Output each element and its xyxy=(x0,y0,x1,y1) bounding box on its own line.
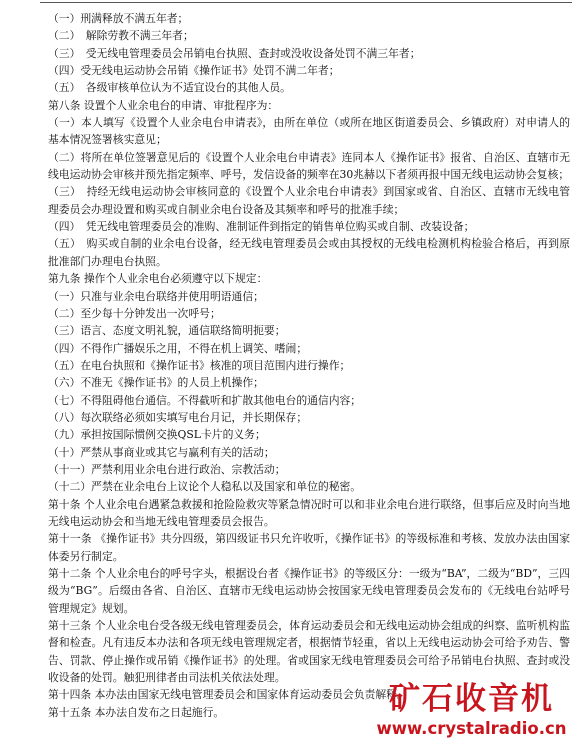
header-rule xyxy=(40,2,572,3)
clause-line: （三） 受无线电管理委员会吊销电台执照、查封或没收设备处罚不满三年者； xyxy=(48,46,421,60)
clause-line: （六）不准无《操作证书》的人员上机操作； xyxy=(48,376,264,390)
clause-line: （四）受无线电运动协会吊销《操作证书》处罚不满二年者； xyxy=(48,64,340,78)
article-heading: 第八条 设置个人业余电台的申请、审批程序为： xyxy=(48,98,279,112)
watermark-title: 矿石收音机 xyxy=(389,681,554,717)
article-paragraph: 第十一条 《操作证书》共分四级，第四级证书只允许收听，《操作证书》的等级标准和考核、发放办法由国家体委另行制定。 xyxy=(48,532,570,563)
clause-line: （二）至少每十分钟发出一次呼号； xyxy=(48,306,221,320)
clause-line: （八）每次联络必须如实填写电台月记，并长期保存； xyxy=(48,410,308,424)
article-paragraph: 第十四条 本办法由国家无线电管理委员会和国家体育运动委员会负责解释。 xyxy=(48,688,408,702)
clause-line: （五） 各级审核单位认为不适宜设台的其他人员。 xyxy=(48,81,291,95)
article-paragraph: 第十条 个人业余电台遇紧急救援和抢险险救灾等紧急情况时可以和非业余电台进行联络，但事后应及时向当地无线电运动协会和当地无线电管理委员会报告。 xyxy=(48,497,570,528)
clause-line: （十二）严禁在业余电台上议论个人稳私以及国家和单位的秘密。 xyxy=(48,480,362,494)
site-watermark xyxy=(369,680,574,742)
clause-line: （四） 凭无线电管理委员会的准购、准制证件到指定的销售单位购买或自制、改装设备； xyxy=(48,220,475,234)
clause-line: （三） 持经无线电运动协会审核同意的《设置个人业余电台申请表》到国家或省、自治区、直辖市无线电管理委员会办理设置和购买或自制业余电台设备及其频率和呼号的批准手续； xyxy=(48,185,570,216)
watermark-url: www.crystalradio.cn xyxy=(376,719,567,738)
document-body xyxy=(48,10,570,721)
article-paragraph: 第十三条 个人业余电台受各级无线电管理委员会，体育运动委员会和无线电运动协会组成的纠察、监听机构监督和检查。凡有违反本办法和各项无线电管理规定者，根据情节轻重，省以上无线电运动协会可给予劝告、警告、罚款、停止操作或吊销《操作证书》的处理。省或国家无线电管理委员会可给予吊销电台执照、查封或没收设备的处罚。触犯刑律者由司法机关依法处理。 xyxy=(48,619,570,685)
article-paragraph: 第十五条 本办法自发布之日起施行。 xyxy=(48,705,225,719)
clause-line: （五） 购买或自制的业余电台设备，经无线电管理委员会或由其授权的无线电检测机构检验合格后，再到原批准部门办理电台执照。 xyxy=(48,237,570,268)
clause-line: （四）不得作广播娱乐之用，不得在机上调笑、嗜闹； xyxy=(48,341,308,355)
clause-line: （五）在电台执照和《操作证书》核准的项目范围内进行操作； xyxy=(48,358,351,372)
clause-line: （一）刑满释放不满五年者； xyxy=(48,12,189,25)
clause-line: （七）不得阻碍他台通信。不得截听和扩散其他电台的通信内容； xyxy=(48,393,362,407)
clause-line: （三）语言、态度文明礼貌，通信联络简明扼要； xyxy=(48,324,286,338)
clause-line: （九）承担按国际惯例交换QSL卡片的义务； xyxy=(48,428,266,442)
clause-line: （二）将所在单位签署意见后的《设置个人业余电台申请表》连同本人《操作证书》报省、自治区、直辖市无线电运动协会审核并预先指定频率、呼号，发信设备的频率在30兆赫以下者须再报中国无线电运动协会复核； xyxy=(48,150,570,182)
clause-line: （十）严禁从事商业或其它与赢利有关的活动； xyxy=(48,445,275,459)
clause-line: （一）本人填写《设置个人业余电台申请表》，由所在单位（或所在地区街道委员会、乡镇政府）对申请人的基本情况签署核实意见； xyxy=(48,116,570,147)
clause-line: （十一）严禁利用业余电台进行政治、宗教活动； xyxy=(48,462,286,476)
article-heading: 第九条 操作个人业余电台必须遵守以下规定： xyxy=(48,272,268,286)
article-paragraph: 第十二条 个人业余电台的呼号字头，根据设台者《操作证书》的等级区分：一级为“BA”，二级为“BD”，三四级为“BG”。后缀由各省、自治区、直辖市无线电运动协会按国家无线电管理委员会发布的《无线电台站呼号管理规定》规划。 xyxy=(48,567,570,615)
clause-line: （二） 解除劳教不满三年者； xyxy=(48,29,194,43)
clause-line: （一）只准与业余电台联络并使用明语通信； xyxy=(48,289,264,303)
